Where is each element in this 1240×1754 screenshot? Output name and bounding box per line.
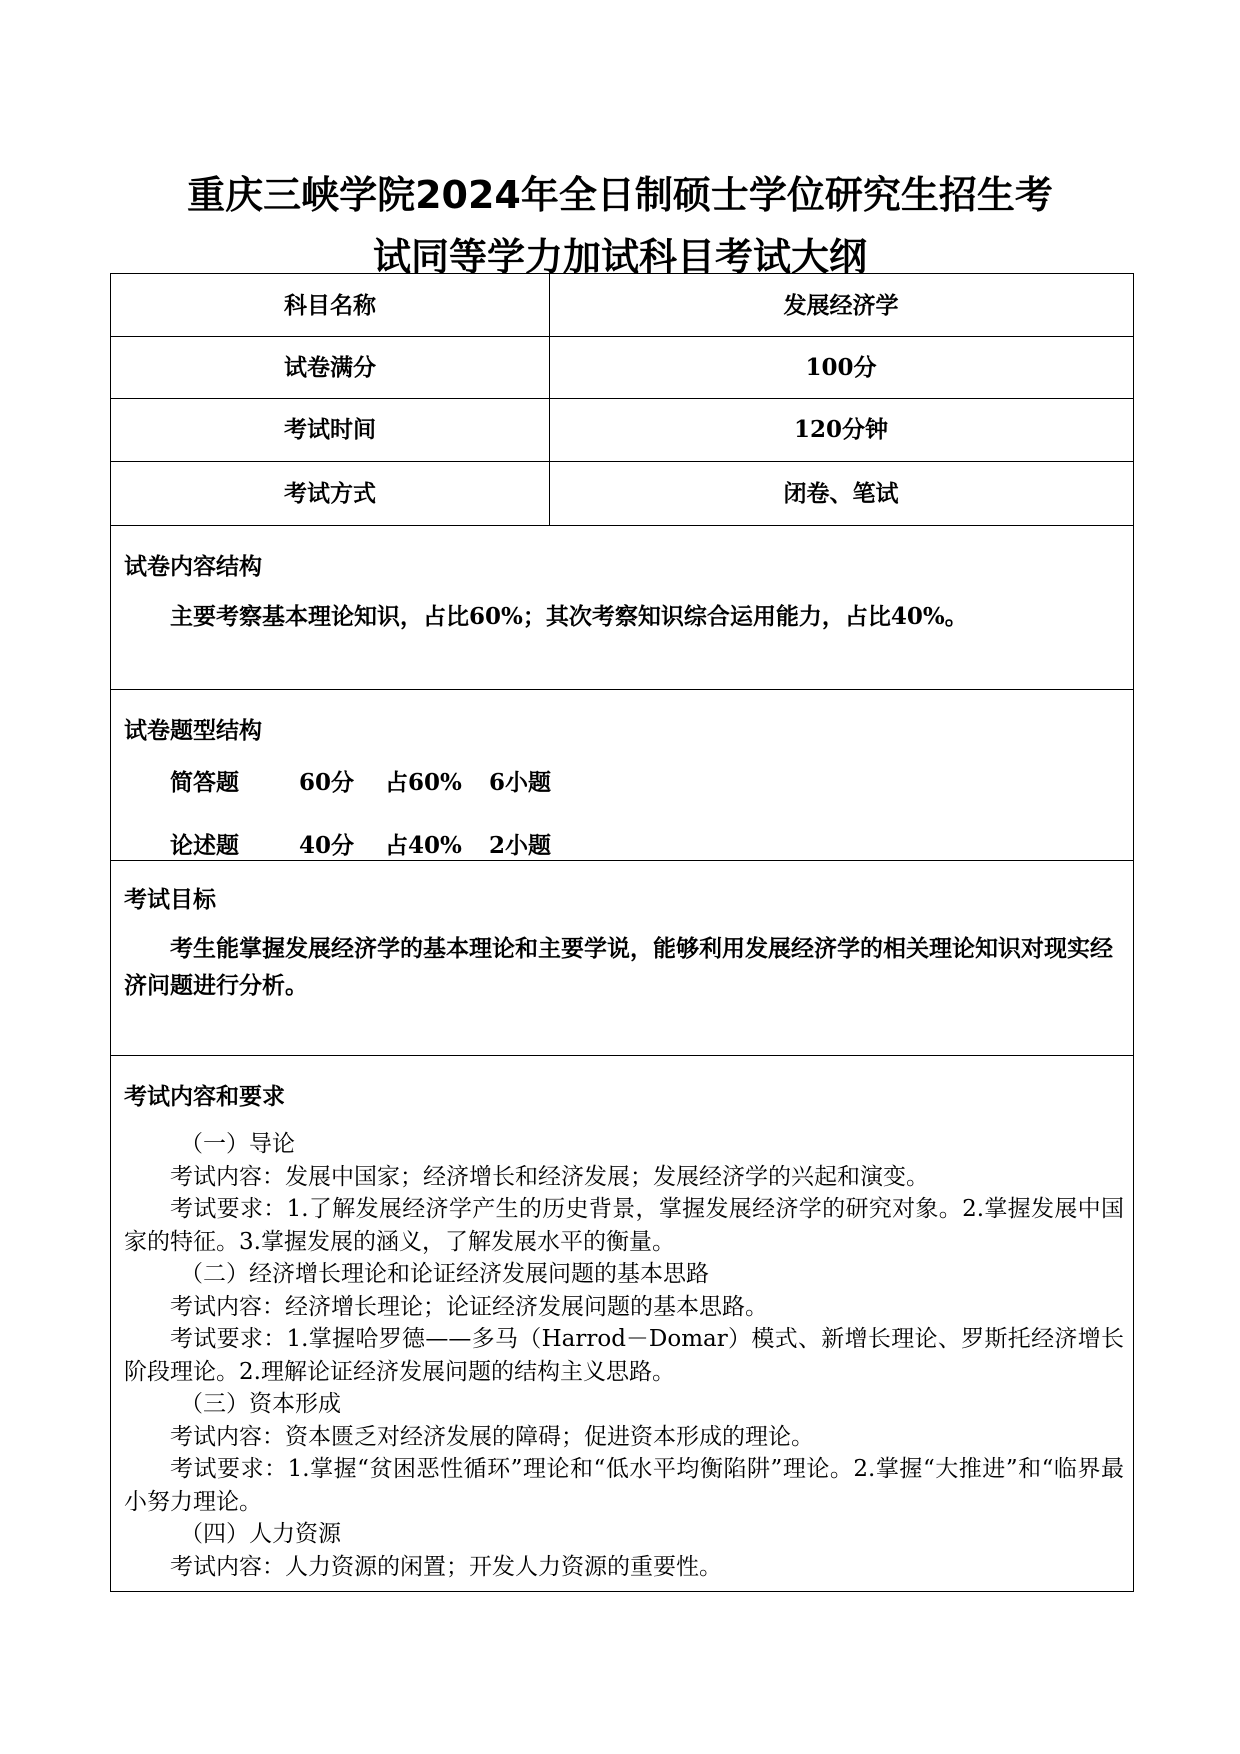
subject-name-label: 科目名称 (284, 292, 376, 319)
content-paragraph: 考试要求：1.了解发展经济学产生的历史背景，掌握发展经济学的研究对象。2.掌握发展中国家的特征。3.掌握发展的涵义，了解发展水平的衡量。 (124, 1196, 1124, 1255)
row-divider (111, 1055, 1133, 1056)
content-paragraph: 考试内容：发展中国家；经济增长和经济发展；发展经济学的兴起和演变。 (170, 1163, 929, 1190)
exam-objective-text: 考生能掌握发展经济学的基本理论和主要学说，能够利用发展经济学的相关理论知识对现实经济问题进行分析。 (124, 935, 1113, 999)
chapter-heading: （二）经济增长理论和论证经济发展问题的基本思路 (180, 1261, 709, 1287)
question-type-row (170, 831, 551, 861)
full-score-value: 100分 (805, 354, 877, 381)
content-paragraph: 考试要求：1.掌握哈罗德——多马（Harrod－Domar）模式、新增长理论、罗斯托经济增长阶段理论。2.理解论证经济发展问题的结构主义思路。 (124, 1326, 1124, 1385)
subject-name-value: 发展经济学 (783, 292, 899, 319)
question-type-row (170, 768, 551, 798)
chapter-heading: （一）导论 (180, 1131, 295, 1157)
question-type-score: 40分 (299, 832, 355, 859)
exam-content-heading: 考试内容和要求 (124, 1083, 285, 1110)
full-score-label: 试卷满分 (284, 354, 376, 381)
row-divider (111, 525, 1133, 526)
question-type-percent: 占60% (385, 769, 462, 796)
content-structure-heading: 试卷内容结构 (124, 553, 262, 580)
exam-duration-value: 120分钟 (793, 416, 888, 443)
exam-objective-heading: 考试目标 (124, 886, 216, 913)
question-type-count: 6小题 (489, 769, 552, 796)
row-divider (111, 336, 1133, 337)
content-structure-text: 主要考察基本理论知识，占比60%；其次考察知识综合运用能力，占比40%。 (170, 603, 968, 630)
exam-format-value: 闭卷、笔试 (783, 480, 899, 507)
chapter-heading: （三）资本形成 (180, 1391, 341, 1417)
content-paragraph: 考试内容：资本匮乏对经济发展的障碍；促进资本形成的理论。 (170, 1423, 814, 1450)
question-type-score: 60分 (299, 769, 355, 796)
document-title-line-2: 试同等学力加试科目考试大纲 (372, 235, 867, 279)
content-paragraph: 考试内容：人力资源的闲置；开发人力资源的重要性。 (170, 1553, 722, 1580)
syllabus-table (110, 273, 1134, 1592)
chapter-heading: （四）人力资源 (180, 1521, 341, 1547)
document-title-line-1: 重庆三峡学院2024年全日制硕士学位研究生招生考 (187, 173, 1053, 217)
exam-format-label: 考试方式 (284, 480, 376, 507)
question-types-heading: 试卷题型结构 (124, 717, 262, 744)
exam-duration-label: 考试时间 (284, 416, 376, 443)
question-type-percent: 占40% (385, 832, 462, 859)
question-type-count: 2小题 (489, 832, 552, 859)
question-type-name: 论述题 (170, 832, 239, 859)
row-divider (111, 398, 1133, 399)
question-type-name: 简答题 (170, 769, 239, 796)
row-divider (111, 689, 1133, 690)
content-paragraph: 考试要求：1.掌握“贫困恶性循环”理论和“低水平均衡陷阱”理论。2.掌握“大推进”和“临界最小努力理论。 (124, 1456, 1124, 1515)
content-paragraph: 考试内容：经济增长理论；论证经济发展问题的基本思路。 (170, 1293, 768, 1320)
exam-content-body (124, 1128, 1124, 1583)
row-divider (111, 461, 1133, 462)
